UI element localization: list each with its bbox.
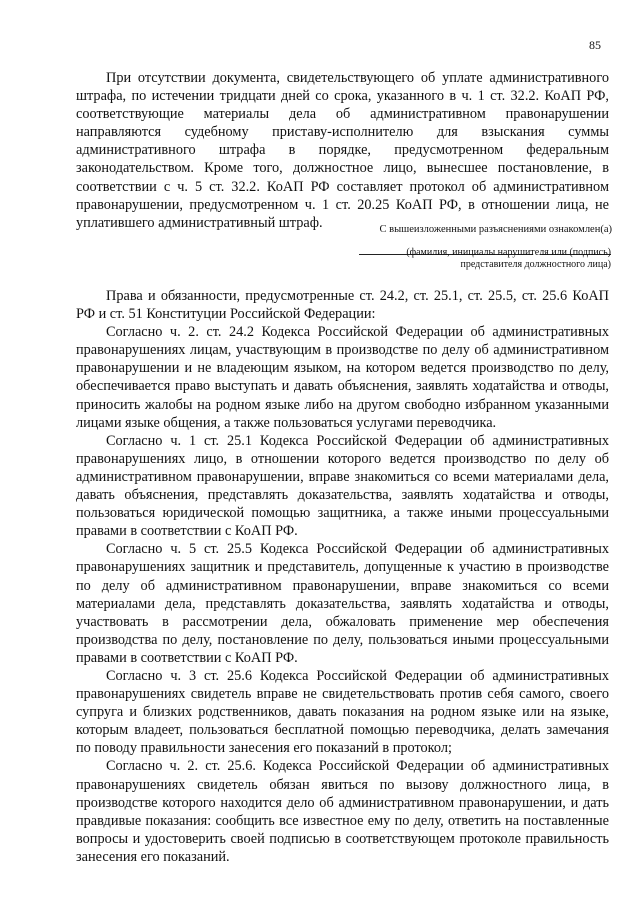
- rights-heading: Права и обязанности, предусмотренные ст. 24.2, ст. 25.1, ст. 25.5, ст. 25.6 КоАП РФ и ст. 51 Конституции Российской Федерации:: [76, 288, 609, 323]
- page-number: 85: [589, 38, 601, 52]
- signature-caption-line-2: представителя должностного лица): [460, 259, 611, 271]
- paragraph-art-25-5: Согласно ч. 5 ст. 25.5 Кодекса Российской Федерации об административных правонарушениях защитник и представитель, допущенные к участию в производстве по делу об административном правонарушении, вправе знакомиться со всеми материалами дела, представлять доказательства, заявлять ходатайства и отводы, участвовать в рассмотрении дела, обжаловать применение мер обеспечения производства по делу, постановление по делу, пользоваться иными процессуальными правами в соответствии с КоАП РФ.: [76, 541, 609, 666]
- intro-section: [76, 69, 609, 232]
- paragraph-art-25-1: Согласно ч. 1 ст. 25.1 Кодекса Российской Федерации об административных правонарушениях лицо, в отношении которого ведется производство по делу об административном правонарушении, вправе знакомиться со всеми материалами дела, давать объяснения, представлять доказательства, заявлять ходатайства и отводы, пользоваться юридической помощью защитника, а также иными процессуальными правами в соответствии с КоАП РФ.: [76, 432, 609, 540]
- paragraph-art-25-6-part-2: Согласно ч. 2. ст. 25.6. Кодекса Российской Федерации об административных правонарушениях свидетель обязан явиться по вызову должностного лица, в производстве которого находится дело об административном правонарушении, и дать правдивые показания: сообщить все известное ему по делу, ответить на поставленные вопросы и удостоверить своей подписью в соответствующем протоколе правильность занесения его показаний.: [76, 758, 609, 865]
- intro-paragraph: При отсутствии документа, свидетельствующего об уплате административного штрафа, по истечении тридцати дней со срока, указанного в ч. 1 ст. 32.2. КоАП РФ, соответствующие материалы дела об административном правонарушении направляются судебному приставу-исполнителю для взыскания суммы административного штрафа в порядке, предусмотренном федеральным законодательством. Кроме того, должностное лицо, вынесшее постановление, в соответствии с ч. 5 ст. 32.2. КоАП РФ составляет протокол об административном правонарушении, предусмотренном ч. 1 ст. 20.25 КоАП РФ, в отношении лица, не уплатившего административный штраф.: [76, 70, 609, 231]
- signature-caption-line-1: (фамилия, инициалы нарушителя или (подпись): [406, 247, 611, 258]
- acknowledgement-text: С вышеизложенными разъяснениями ознакомлен(а): [379, 224, 612, 235]
- paragraph-art-24-2: Согласно ч. 2. ст. 24.2 Кодекса Российской Федерации об административных правонарушениях лицам, участвующим в производстве по делу об административном правонарушении и не владеющим языком, на котором ведется производство по делу, обеспечивается право выступать и давать объяснения, заявлять ходатайства и отводы, приносить жалобы на родном языке либо на другом свободно избранном указанными лицами языке общения, а также пользоваться услугами переводчика.: [76, 324, 609, 431]
- signature-caption: [330, 247, 611, 271]
- paragraph-art-25-6-part-3: Согласно ч. 3 ст. 25.6 Кодекса Российской Федерации об административных правонарушениях свидетель вправе не свидетельствовать против себя самого, своего супруга и близких родственников, давать показания на родном языке или на языке, которым владеет, пользоваться бесплатной помощью переводчика, делать замечания по поводу правильности занесения его показаний в протокол;: [76, 667, 609, 757]
- rights-section: [76, 287, 609, 866]
